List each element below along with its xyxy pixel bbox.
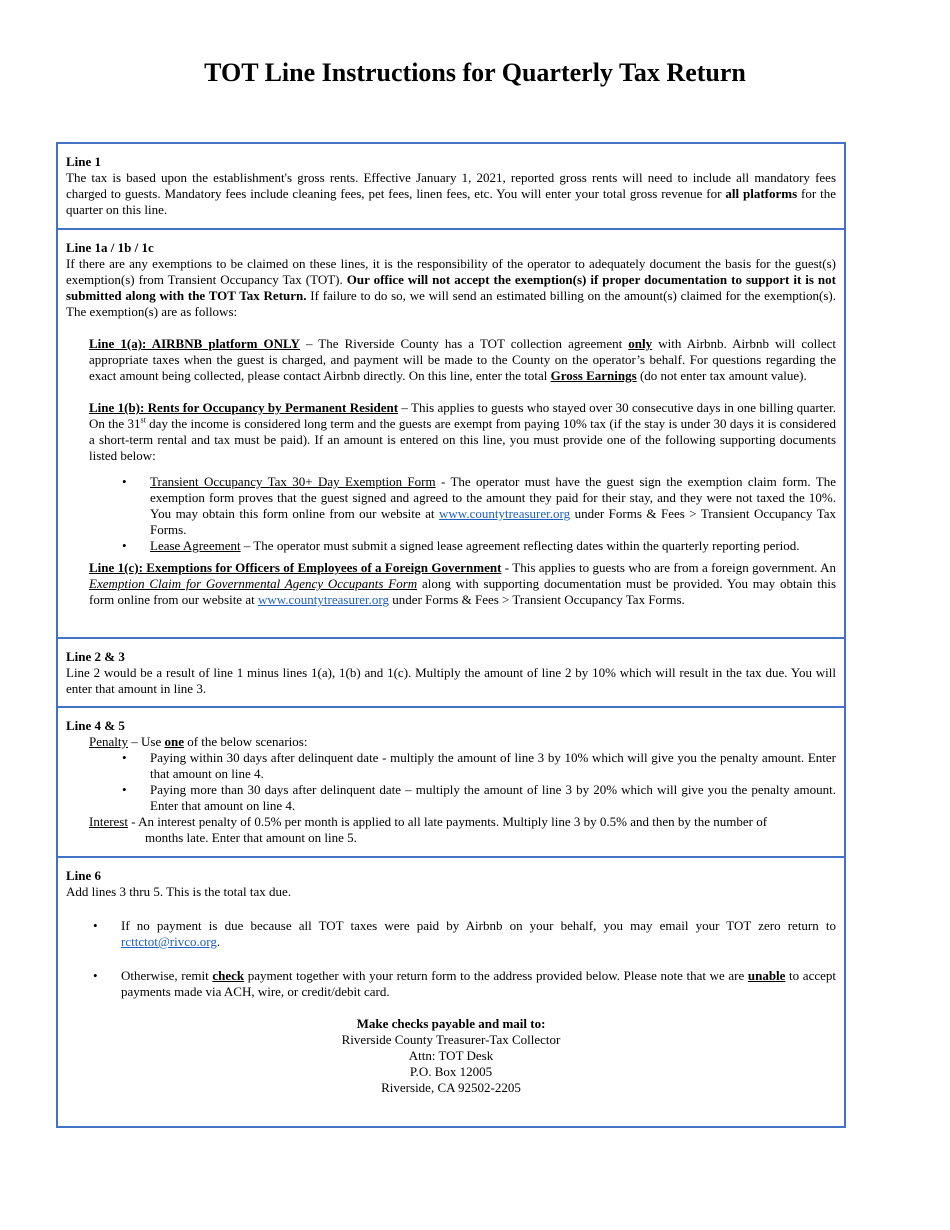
penalty-one: one [164, 734, 184, 749]
line1b-text1: – This applies to guests who stayed over 30 consecutive days in one billing quarter. On the 31 [89, 400, 836, 431]
line6-heading: Line 6 [66, 868, 102, 883]
address-line: Riverside County Treasurer-Tax Collector [341, 1032, 561, 1047]
mailing-address [66, 1016, 836, 1096]
list-item [93, 918, 836, 950]
line1b-sup: st [140, 415, 146, 425]
line1b-heading: Line 1(b): Rents for Occupancy by Permanent Resident [89, 400, 399, 415]
list-item [122, 750, 836, 782]
line1c-form-name: Exemption Claim for Governmental Agency Occupants Form [89, 576, 418, 591]
bullet1-text1: - The operator must have the guest sign the exemption claim form. The exemption form proves that the guest signed and agreed to the amount they paid for their stay, and they were not taxed the 10%. You may obtain this form online from our website at [150, 474, 836, 521]
line1b-document-list [66, 474, 836, 554]
line1-bold-all: all platforms [725, 186, 798, 201]
list-item [122, 474, 836, 538]
bullet-icon: • [93, 968, 98, 983]
line1-text [66, 170, 836, 218]
mail-heading: Make checks payable and mail to: [356, 1016, 546, 1031]
line1a-gross-earnings: Gross Earnings [550, 368, 637, 383]
line1-heading: Line 1 [66, 154, 102, 169]
line6-bullet2-text1: Otherwise, remit [121, 968, 213, 983]
exemption-form-name: Transient Occupancy Tax 30+ Day Exemption Form [150, 474, 436, 489]
bullet-icon: • [122, 782, 127, 797]
line6-bullet2-text3: to accept payments made via ACH, wire, or credit/debit card. [121, 968, 836, 999]
page-title: TOT Line Instructions for Quarterly Tax Return [204, 58, 746, 87]
penalty-scenario-1: Paying within 30 days after delinquent date - multiply the amount of line 3 by 10% which will give you the penalty amount. Enter that amount on line 4. [150, 750, 836, 781]
bullet1-text2: under Forms & Fees > Transient Occupancy Tax Forms. [150, 506, 836, 537]
interest-text: - An interest penalty of 0.5% per month is applied to all late payments. Multiply line 3 by 0.5% and then by the number of [127, 814, 768, 829]
line1a-only: only [628, 336, 653, 351]
penalty-line [66, 734, 836, 750]
interest-line-2: months late. Enter that amount on line 5. [145, 830, 357, 845]
bullet2-text: – The operator must submit a signed lease agreement reflecting dates within the quarterly reporting period. [240, 538, 800, 553]
line1b-text2: day the income is considered long term and the guests are exempt from paying 10% tax (if the stay is under 30 days it is considered a short-term rental and tax must be paid). If an amount is entered on this line, you must provide one of the following supporting documents listed below: [89, 416, 836, 463]
line6-text: Add lines 3 thru 5. This is the total tax due. [66, 884, 292, 899]
line1c-text1: - This applies to guests who are from a foreign government. An [501, 560, 836, 575]
line1-text-b: for the quarter on this line. [66, 186, 836, 217]
line1c-text3: under Forms & Fees > Transient Occupancy Tax Forms. [389, 592, 685, 607]
line1b-paragraph [66, 400, 836, 464]
line1abc-section [56, 228, 846, 638]
penalty-label: Penalty [89, 734, 128, 749]
line1a-text3: (do not enter tax amount value). [636, 368, 807, 383]
penalty-scenario-2: Paying more than 30 days after delinquent date – multiply the amount of line 3 by 20% which will give you the penalty amount. Enter that amount on line 4. [150, 782, 836, 813]
line1-section [56, 142, 846, 229]
line1a-paragraph [66, 336, 836, 384]
lease-agreement-label: Lease Agreement [150, 538, 241, 553]
line6-bullet1-text: If no payment is due because all TOT taxes were paid by Airbnb on your behalf, you may email your TOT zero return to [121, 918, 836, 933]
line1c-heading: Line 1(c): Exemptions for Officers of Employees of a Foreign Government [89, 560, 502, 575]
line1c-text2: along with supporting documentation must be provided. You may obtain this form online from our website at [89, 576, 837, 607]
line1a-text1: – The Riverside County has a TOT collection agreement [299, 336, 629, 351]
bullet-icon: • [93, 918, 98, 933]
penalty-text1: – Use [128, 734, 165, 749]
penalty-scenarios-list [66, 750, 836, 814]
line6-list [66, 918, 836, 1000]
line1abc-intro-a: If there are any exemptions to be claimed on these lines, it is the responsibility of the operator to adequately document the basis for the guest(s) exemption(s) from Transient Occupancy Tax (TOT). [66, 256, 836, 287]
line23-section [56, 637, 846, 707]
bullet-icon: • [122, 538, 127, 553]
address-line: Attn: TOT Desk [408, 1048, 494, 1063]
line45-heading: Line 4 & 5 [66, 718, 125, 733]
line6-check: check [212, 968, 245, 983]
bullet-icon: • [122, 750, 127, 765]
line1abc-intro [66, 256, 836, 320]
line1-text-a: The tax is based upon the establishment's gross rents. Effective January 1, 2021, reported gross rents will need to include all mandatory fees charged to guests. Mandatory fees include cleaning fees, pet fees, linen fees, etc. You will enter your total gross revenue for [66, 170, 836, 201]
line1abc-intro-b: If failure to do so, we will send an estimated billing on the amount(s) claimed for the exemption(s). The exemption(s) are as follows: [66, 288, 836, 319]
line6-bullet1-end: . [216, 934, 221, 949]
list-item [93, 968, 836, 1000]
email-link[interactable]: rcttctot@rivco.org [121, 934, 217, 949]
line6-unable: unable [747, 968, 786, 983]
interest-label: Interest [89, 814, 128, 829]
line1abc-heading: Line 1a / 1b / 1c [66, 240, 154, 255]
address-line: P.O. Box 12005 [409, 1064, 493, 1079]
bullet-icon: • [122, 474, 127, 489]
line1abc-intro-bold: Our office will not accept the exemption(s) if proper documentation to support it is not submitted along with the TOT Tax Return. [66, 272, 836, 303]
list-item [122, 782, 836, 814]
list-item [122, 538, 836, 554]
line1c-paragraph [66, 560, 836, 608]
address-line: Riverside, CA 92502-2205 [381, 1080, 521, 1095]
line23-heading: Line 2 & 3 [66, 649, 125, 664]
line6-section [56, 856, 846, 1128]
line45-section [56, 706, 846, 857]
line1a-text2: with Airbnb. Airbnb will collect appropriate taxes when the guest is charged, and payment will be made to the County on the operator’s behalf. For questions regarding the exact amount being collected, please contact Airbnb directly. On this line, enter the total [89, 336, 836, 383]
interest-line [66, 814, 836, 830]
line6-bullet2-text2: payment together with your return form to the address provided below. Please note that we are [244, 968, 748, 983]
penalty-text2: of the below scenarios: [183, 734, 308, 749]
county-treasurer-link[interactable]: www.countytreasurer.org [439, 506, 571, 521]
county-treasurer-link-2[interactable]: www.countytreasurer.org [257, 592, 390, 607]
line23-text: Line 2 would be a result of line 1 minus lines 1(a), 1(b) and 1(c). Multiply the amount of line 2 by 10% which will result in the tax due. You will enter that amount in line 3. [66, 665, 836, 696]
line1a-heading: Line 1(a): AIRBNB platform ONLY [89, 336, 300, 351]
